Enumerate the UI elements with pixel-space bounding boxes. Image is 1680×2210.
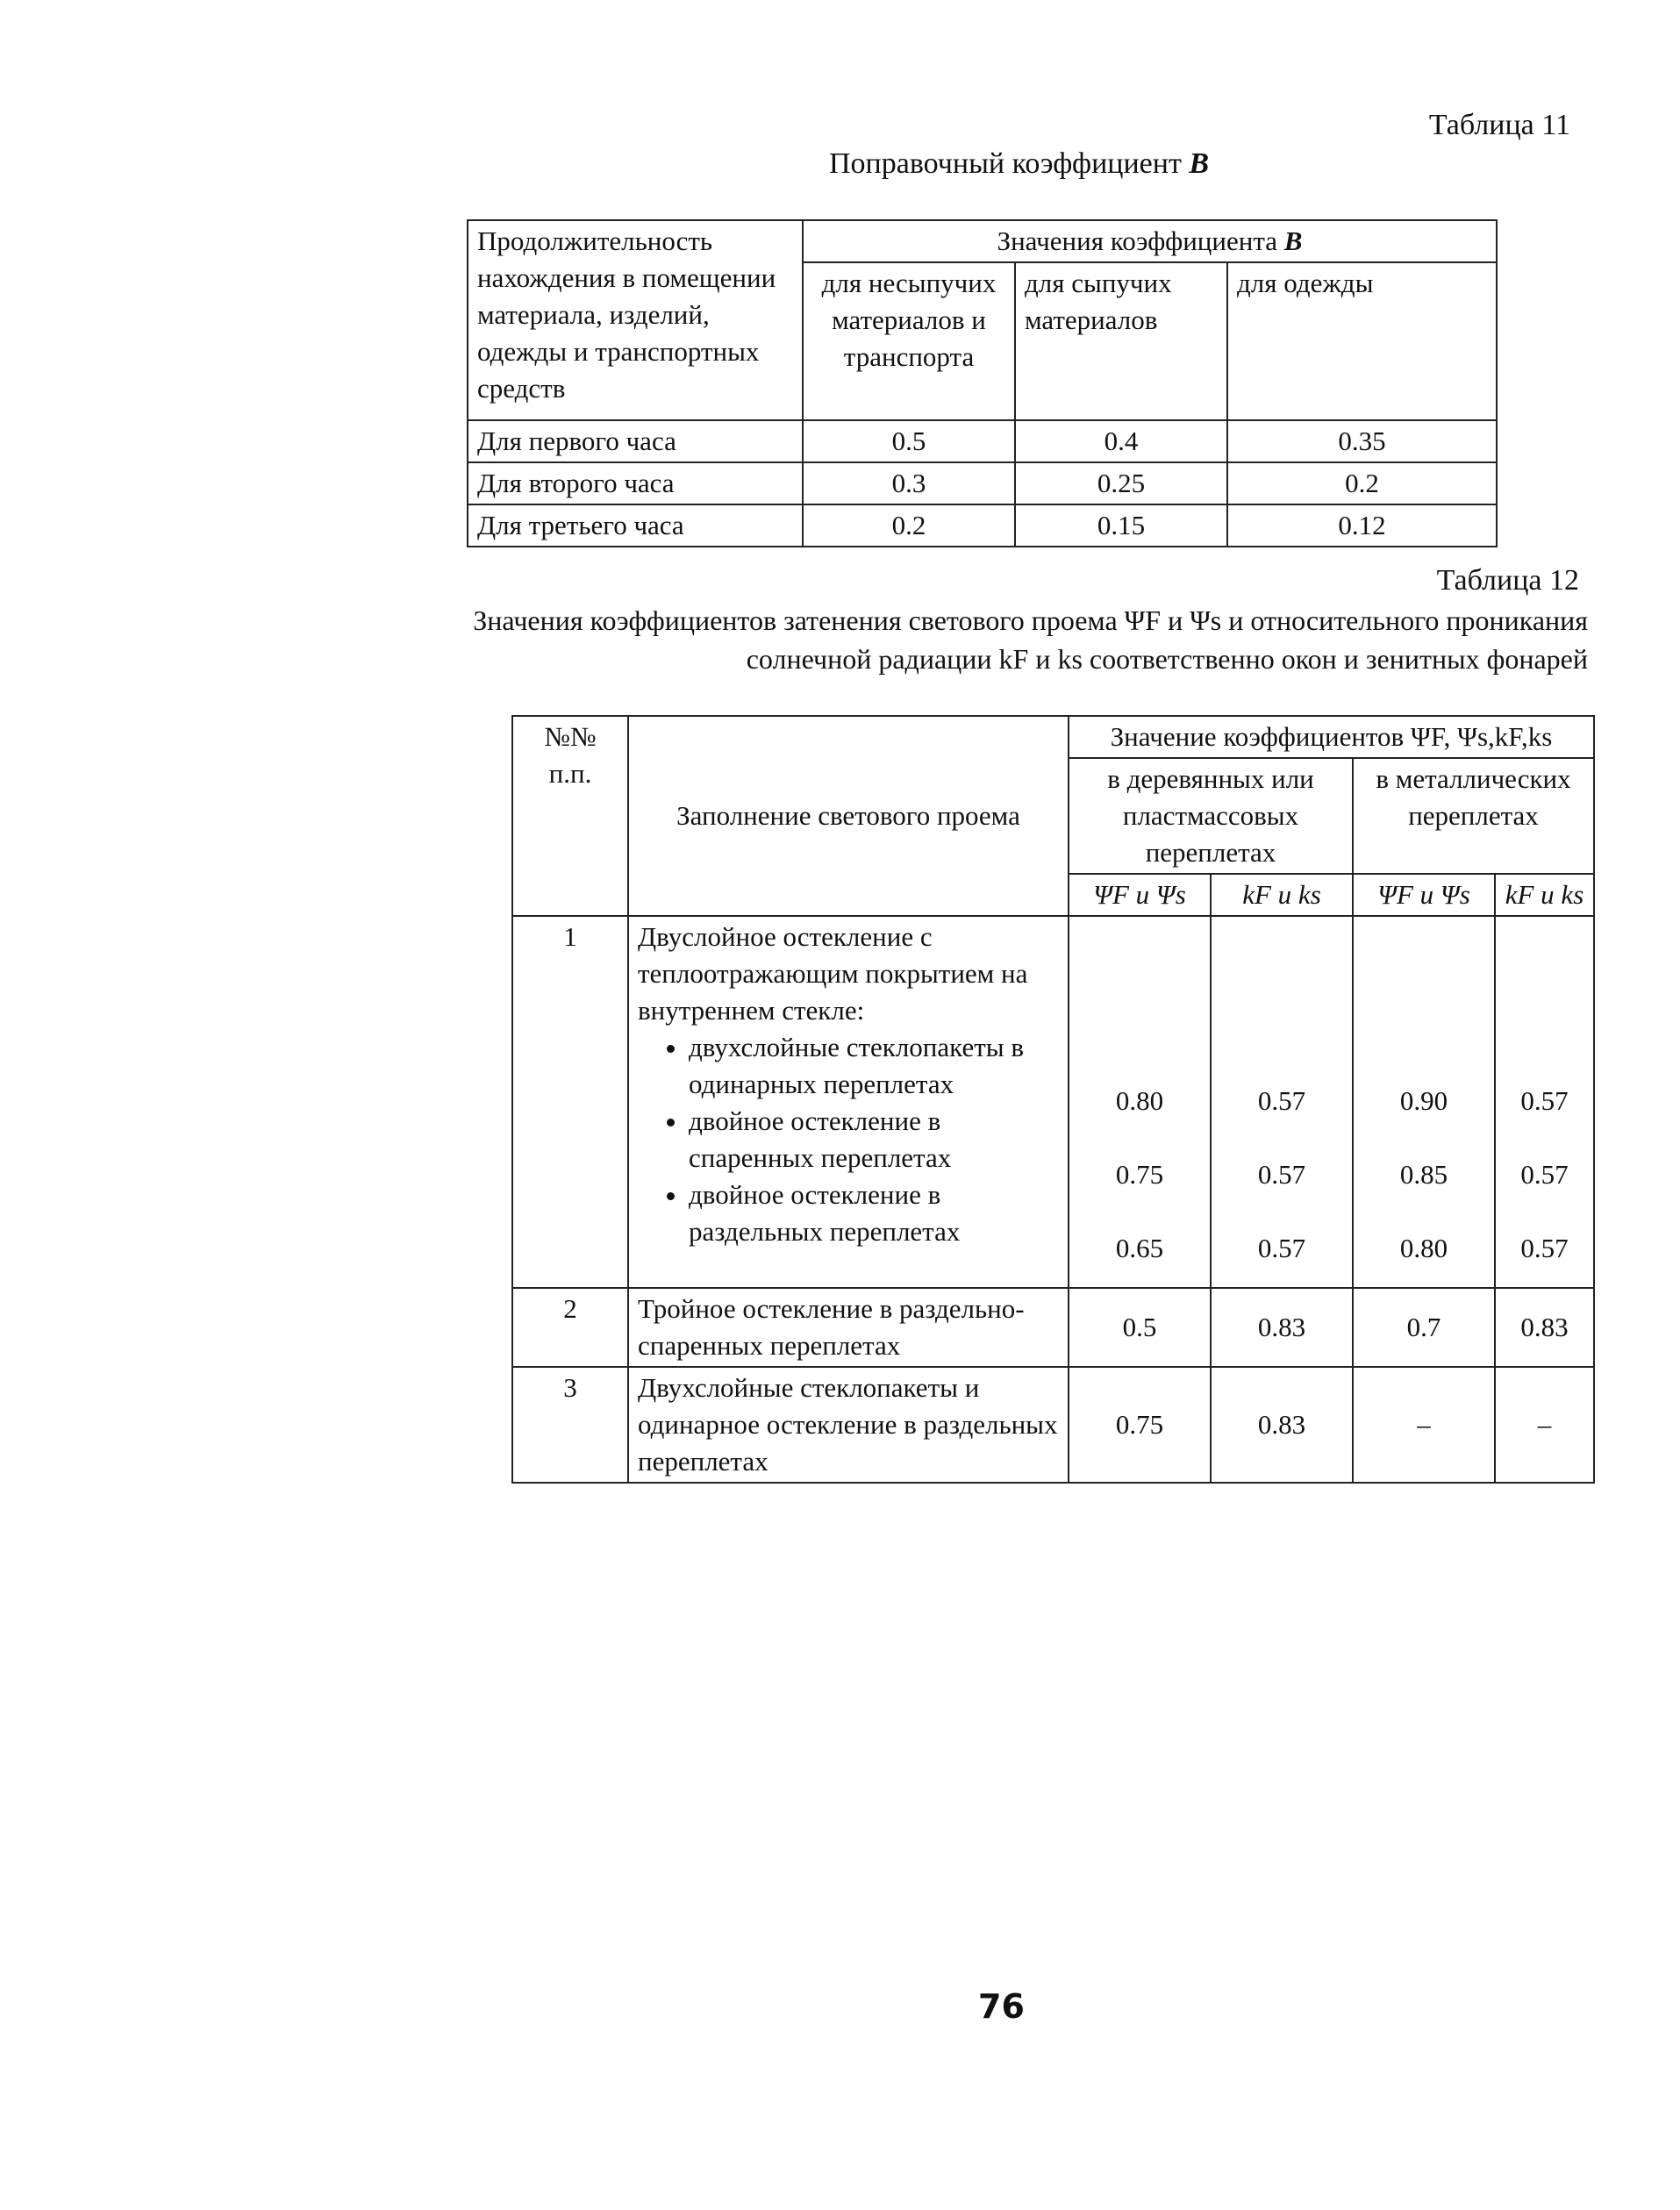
t12-cell: 0.65 xyxy=(1115,1233,1164,1263)
t12-bullet-list xyxy=(638,1029,1059,1250)
t11-group-symbol: B xyxy=(1283,225,1303,256)
t12-cell: 0.75 xyxy=(1115,1159,1164,1190)
t12-cell: 0.83 xyxy=(1495,1288,1594,1367)
t12-cell: 0.80 xyxy=(1115,1085,1164,1116)
t12-cell: 0.57 xyxy=(1257,1159,1306,1190)
table-row xyxy=(512,1288,1594,1367)
table11 xyxy=(467,219,1498,547)
t11-sub-header-nonloose: для несыпучих материалов и транспорта xyxy=(803,262,1015,420)
t12-row-intro: Двуслойное остекление с теплоотражающим покрытием на внутреннем стекле: xyxy=(638,921,1028,1026)
t12-row-text: Тройное остекление в раздельно-спаренных переплетах xyxy=(628,1288,1069,1367)
t12-cell: 0.75 xyxy=(1069,1367,1211,1483)
t12-psi-header-metal: ΨF и Ψs xyxy=(1353,874,1495,916)
t11-sub-header-loose: для сыпучих материалов xyxy=(1015,262,1227,420)
t11-sub-header-clothing: для одежды xyxy=(1227,262,1497,420)
table-row xyxy=(512,1367,1594,1483)
t11-row-label: Для первого часа xyxy=(468,420,803,462)
list-item: • двойное остекление в раздельных переплетах xyxy=(689,1177,1059,1250)
t12-cell: 0.5 xyxy=(1069,1288,1211,1367)
t12-cell: 0.83 xyxy=(1211,1367,1353,1483)
table-row xyxy=(468,420,1497,462)
table11-label: Таблица 11 xyxy=(1428,109,1570,141)
t12-cell: 0.57 xyxy=(1520,1159,1569,1190)
t12-row-text xyxy=(628,916,1069,1288)
t12-cell: 0.57 xyxy=(1520,1085,1569,1116)
t11-cell: 0.4 xyxy=(1015,420,1227,462)
table11-title xyxy=(829,147,1209,181)
list-item: • двухслойные стеклопакеты в одинарных переплетах xyxy=(689,1029,1059,1103)
table11-title-text: Поправочный коэффициент xyxy=(829,147,1182,180)
t12-cell: 0.7 xyxy=(1353,1288,1495,1367)
t11-cell: 0.5 xyxy=(803,420,1015,462)
list-item: • двойное остекление в спаренных переплетах xyxy=(689,1103,1059,1177)
t12-k-header-metal: kF и ks xyxy=(1495,874,1594,916)
t12-values-col xyxy=(1069,916,1211,1288)
t12-cell: – xyxy=(1353,1367,1495,1483)
t11-cell: 0.25 xyxy=(1015,462,1227,504)
t12-cell: 0.80 xyxy=(1399,1233,1448,1263)
t11-row-label: Для третьего часа xyxy=(468,504,803,547)
table-row xyxy=(468,462,1497,504)
t11-cell: 0.15 xyxy=(1015,504,1227,547)
t12-metal-header: в металлических переплетах xyxy=(1353,758,1594,874)
t11-col-header: Продолжительность нахождения в помещении материала, изделий, одежды и транспортных средств xyxy=(468,220,803,420)
t12-values-col xyxy=(1495,916,1594,1288)
table12-label: Таблица 12 xyxy=(1436,564,1579,597)
t11-cell: 0.2 xyxy=(803,504,1015,547)
t12-cell: 0.57 xyxy=(1257,1085,1306,1116)
t12-cell: 0.90 xyxy=(1399,1085,1448,1116)
t12-num-header: №№ п.п. xyxy=(512,716,628,916)
t11-cell: 0.35 xyxy=(1227,420,1497,462)
t12-k-header-wood: kF и ks xyxy=(1211,874,1353,916)
t12-group-header: Значение коэффициентов ΨF, Ψs,kF,ks xyxy=(1069,716,1594,758)
t12-values-col xyxy=(1353,916,1495,1288)
t12-values-col xyxy=(1211,916,1353,1288)
table-row xyxy=(468,504,1497,547)
table12-caption: Значения коэффициентов затенения светового проема ΨF и Ψs и относительного проникания солнечной радиации kF и ks соответственно окон и зенитных фонарей xyxy=(473,604,1588,675)
t12-cell: – xyxy=(1495,1367,1594,1483)
table11-title-symbol: B xyxy=(1189,147,1209,180)
t11-cell: 0.2 xyxy=(1227,462,1497,504)
table12 xyxy=(511,715,1595,1484)
t11-group-header xyxy=(803,220,1497,262)
t12-row-num: 1 xyxy=(512,916,628,1288)
t12-wood-header: в деревянных или пластмассовых переплетах xyxy=(1069,758,1353,874)
t11-row-label: Для второго часа xyxy=(468,462,803,504)
t12-cell: 0.57 xyxy=(1257,1233,1306,1263)
t12-row-num: 2 xyxy=(512,1288,628,1367)
t11-group-header-text: Значения коэффициента xyxy=(997,225,1278,256)
t11-cell: 0.12 xyxy=(1227,504,1497,547)
t12-row-num: 3 xyxy=(512,1367,628,1483)
t11-cell: 0.3 xyxy=(803,462,1015,504)
t12-cell: 0.57 xyxy=(1520,1233,1569,1263)
t12-row-text: Двухслойные стеклопакеты и одинарное остекление в раздельных переплетах xyxy=(628,1367,1069,1483)
t12-cell: 0.83 xyxy=(1211,1288,1353,1367)
t12-fill-header: Заполнение светового проема xyxy=(628,716,1069,916)
table-row xyxy=(512,916,1594,1288)
t12-cell: 0.85 xyxy=(1399,1159,1448,1190)
t12-psi-header-wood: ΨF и Ψs xyxy=(1069,874,1211,916)
page-number: 76 xyxy=(978,1987,1025,2026)
